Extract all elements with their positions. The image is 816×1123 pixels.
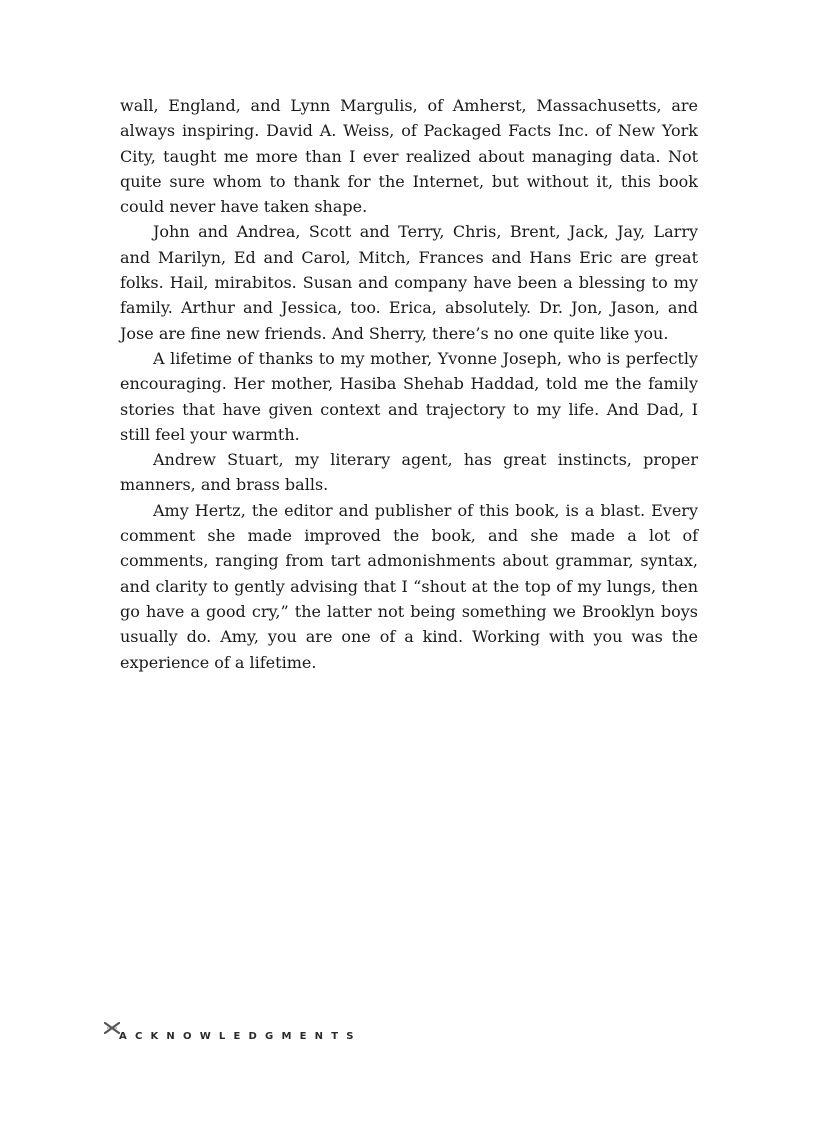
paragraph-continuation: wall, England, and Lynn Margulis, of Amherst, Massachusetts, are always inspiring. David A. Weiss, of Packaged Facts Inc. of New York City, taught me more than I ever realized about managing data. Not quite sure whom to thank for the Internet, but without it, this book could never have taken shape. [120,96,698,217]
paragraph-friends: John and Andrea, Scott and Terry, Chris, Brent, Jack, Jay, Larry and Marilyn, Ed and Carol, Mitch, Frances and Hans Eric are great folks. Hail, mirabitos. Susan and company have been a blessing to my family. Arthur and Jessica, too. Erica, absolutely. Dr. Jon, Jason, and Jose are fine new friends. And Sherry, there’s no one quite like you. [120,222,698,343]
section-label: ACKNOWLEDGMENTS [119,1031,362,1042]
paragraph-family: A lifetime of thanks to my mother, Yvonne Joseph, who is perfectly encouraging. Her mother, Hasiba Shehab Haddad, told me the family stories that have given context and trajectory to my life. And Dad, I still feel your warmth. [120,348,698,444]
crossed-swords-icon [104,1019,120,1031]
body-text [120,93,698,675]
paragraph-editor: Amy Hertz, the editor and publisher of this book, is a blast. Every comment she made improved the book, and she made a lot of comments, ranging from tart admonishments about grammar, syntax, and clarity to gently advising that I “shout at the top of my lungs, then go have a good cry,” the latter not being something we Brooklyn boys usually do. Amy, you are one of a kind. Working with you was the experience of a lifetime. [120,500,698,672]
paragraph-agent: Andrew Stuart, my literary agent, has great instincts, proper manners, and brass balls. [120,450,698,495]
running-footer [104,1019,404,1047]
